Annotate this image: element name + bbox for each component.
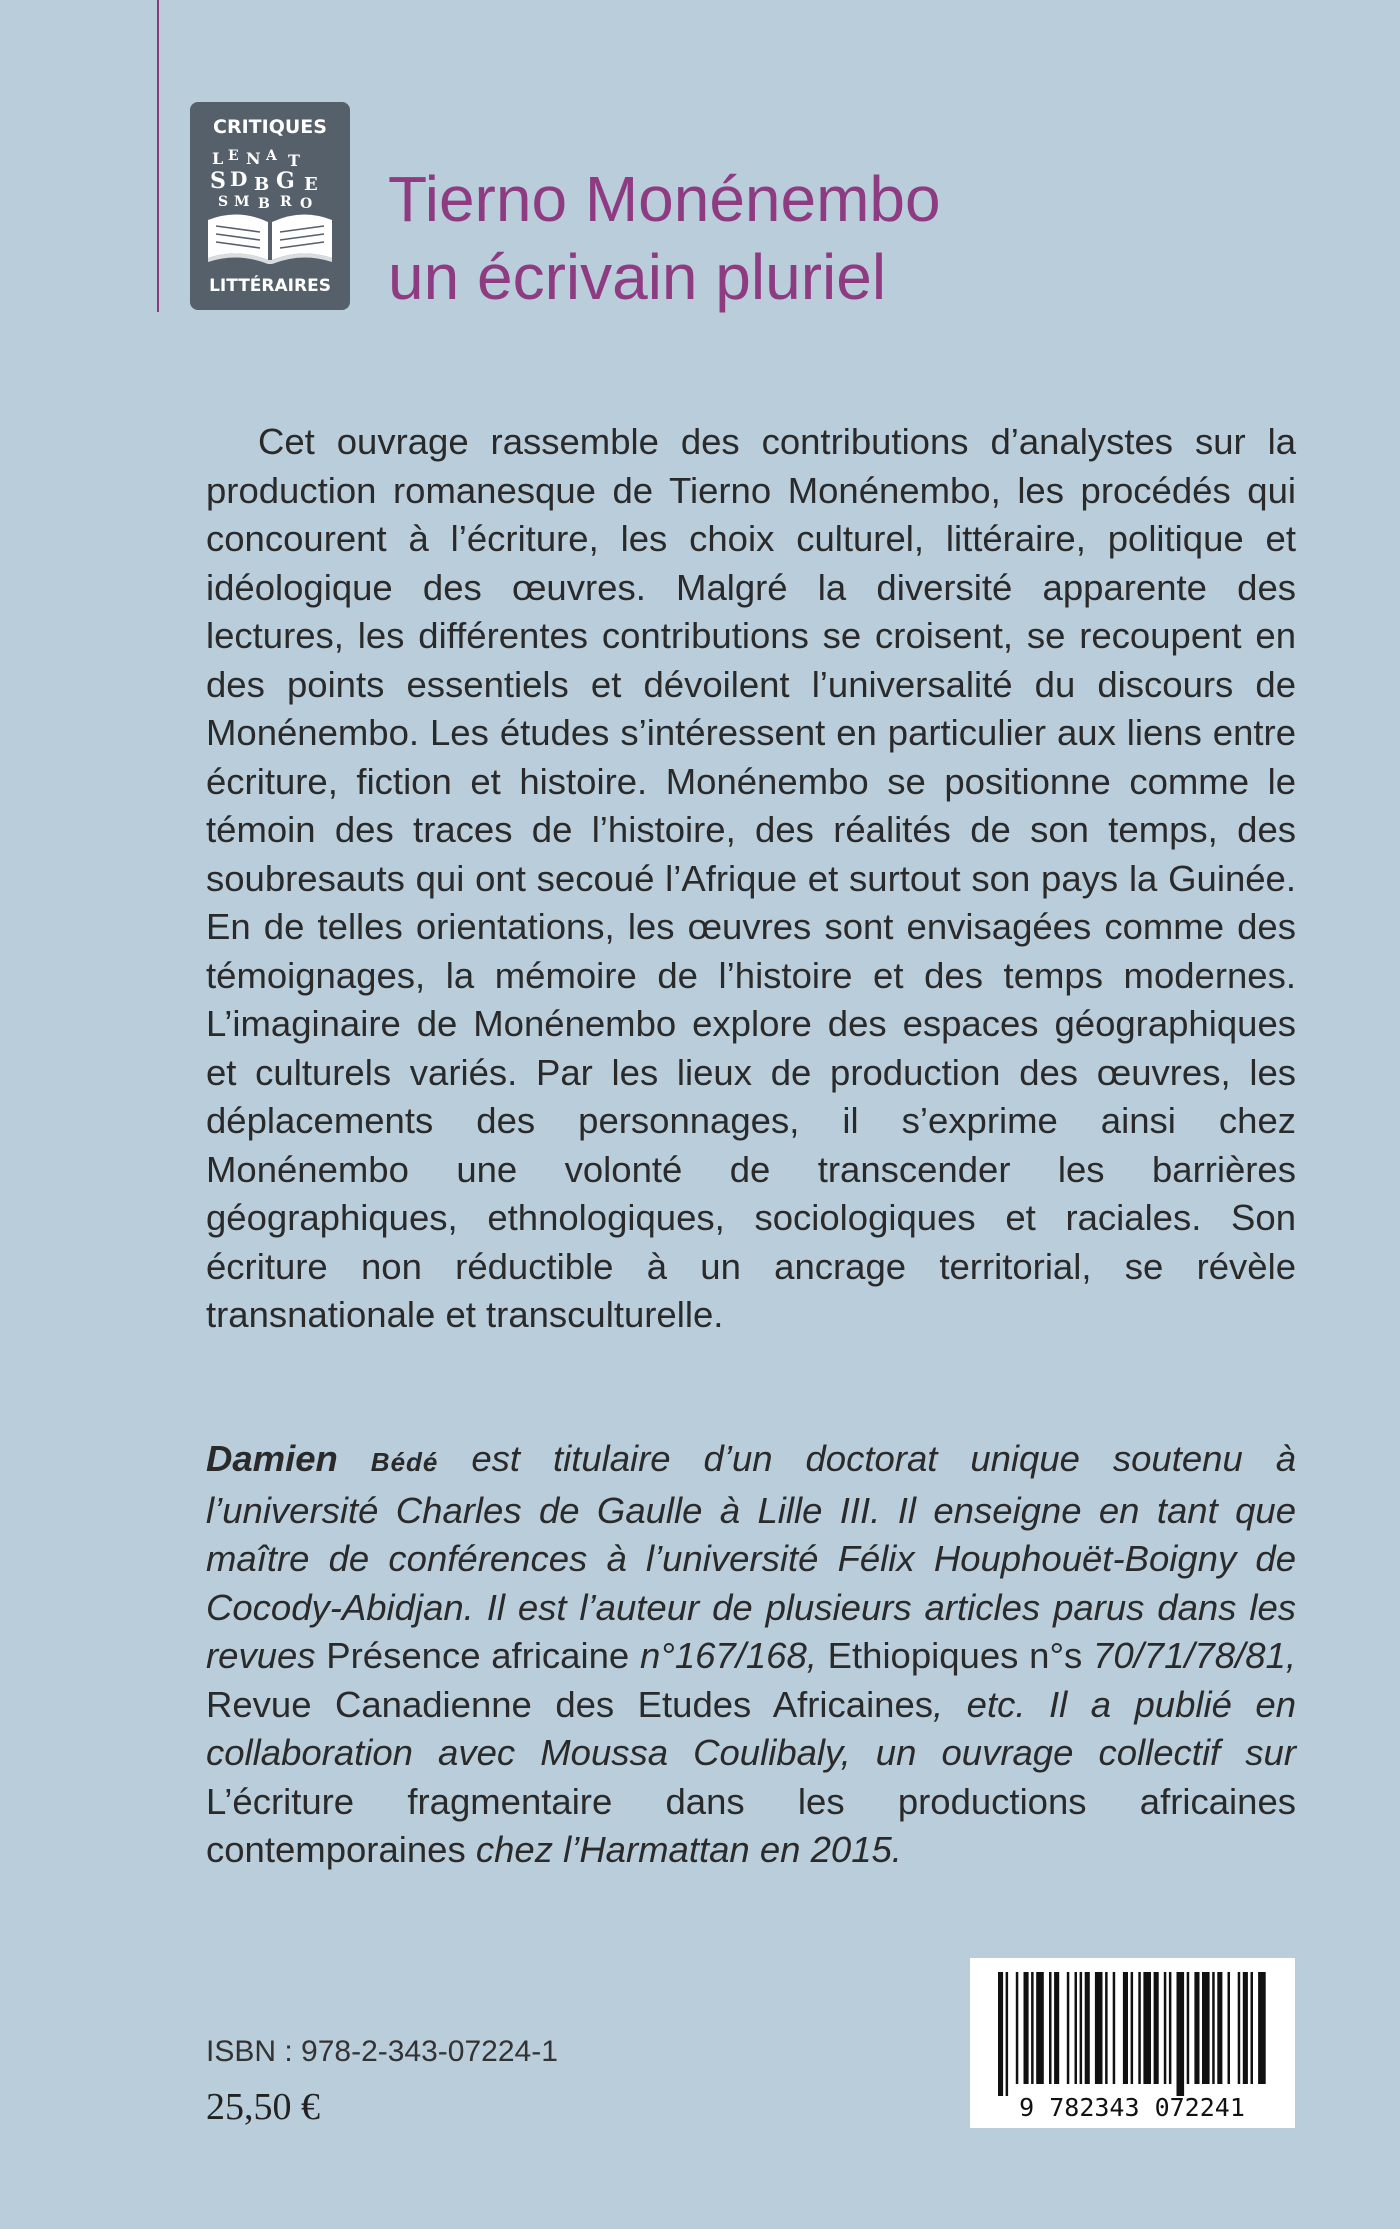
svg-text:G: G <box>276 168 295 194</box>
collective-book-title: L’écriture fragmentaire dans les productions africaines contemporaines <box>206 1780 1296 1870</box>
author-first-name: Damien <box>206 1438 371 1479</box>
svg-text:E: E <box>304 174 318 195</box>
book-summary: Cet ouvrage rassemble des contributions d’analystes sur la production romanesque de Tierno Monénembo, les procédés qui concourent à l’écriture, les choix culturel, littéraire, politique et idéologique des œuvres. Malgré la diversité apparente des lectures, les différentes contributions se croisent, se recoupent en des points essentiels et dévoilent l’universalité du discours de Monénembo. Les études s’intéressent en particulier aux liens entre écriture, fiction et histoire. Monénembo se positionne comme le témoin des traces de l’histoire, des réalités de son temps, des soubresauts qui ont secoué l’Afrique et surtout son pays la Guinée. En de telles orientations, les œuvres sont envisagées comme des témoignages, la mémoire de l’histoire et des temps modernes. L’imaginaire de Monénembo explore des espaces géographiques et culturels variés. Par les lieux de production des œuvres, les déplacements des personnages, il s’exprime ainsi chez Monénembo une volonté de transcender les barrières géographiques, ethnologiques, sociologiques et raciales. Son écriture non réductible à un ancrage territorial, se révèle transnationale et transculturelle. <box>206 421 1296 1335</box>
svg-text:A: A <box>266 148 277 164</box>
isbn: ISBN : 978-2-343-07224-1 <box>206 2035 558 2068</box>
barcode-icon <box>970 1958 1295 2128</box>
svg-text:E: E <box>228 148 239 164</box>
author-bio <box>206 1435 1296 1875</box>
svg-text:R: R <box>280 194 292 210</box>
svg-text:S: S <box>210 168 226 194</box>
svg-text:B: B <box>258 196 270 212</box>
bio-text-5: chez l’Harmattan en 2015. <box>465 1829 902 1870</box>
svg-text:N: N <box>246 149 261 168</box>
journal-ethiopiques: Ethiopiques n°s <box>827 1635 1083 1676</box>
book-title <box>388 160 941 316</box>
svg-text:B: B <box>254 174 270 195</box>
svg-text:O: O <box>300 196 313 212</box>
author-name <box>206 1438 438 1479</box>
svg-text:M: M <box>234 194 250 210</box>
author-last-name: Bédé <box>370 1447 439 1477</box>
journal-revue-canadienne: Revue Canadienne des Etudes Africaines <box>206 1683 934 1725</box>
bio-text-3: 70/71/78/81, <box>1082 1635 1296 1676</box>
barcode <box>970 1958 1295 2128</box>
series-logo-top-label: CRITIQUES <box>213 116 327 138</box>
vertical-rule <box>157 0 159 312</box>
book-title-line-1: Tierno Monénembo <box>388 163 941 235</box>
svg-text:D: D <box>230 167 248 191</box>
series-logo-bottom-label: LITTÉRAIRES <box>209 276 331 296</box>
book-title-line-2: un écrivain pluriel <box>388 241 887 313</box>
price: 25,50 € <box>206 2086 320 2128</box>
bio-text-1: est titulaire d’un doctorat unique soutenu à l’université Charles de Gaulle à Lille III. Il enseigne en tant que maître de conférences à l’université Félix Houphouët-Boigny de Cocody-Abidjan. Il est l’auteur de plusieurs articles parus dans les revues <box>206 1438 1296 1676</box>
svg-text:S: S <box>218 194 229 210</box>
svg-text:T: T <box>288 151 300 170</box>
bio-text-4: , etc. Il a publié en collaboration avec Moussa Coulibaly, un ouvrage collectif sur <box>206 1683 1296 1773</box>
open-book-with-letters-icon <box>200 142 340 270</box>
barcode-digits: 9 782343 072241 <box>1019 2093 1245 2122</box>
svg-text:L: L <box>212 149 224 168</box>
journal-presence-africaine: Présence africaine <box>326 1635 630 1676</box>
series-logo <box>190 102 350 310</box>
bio-text-2: n°167/168, <box>629 1635 828 1676</box>
